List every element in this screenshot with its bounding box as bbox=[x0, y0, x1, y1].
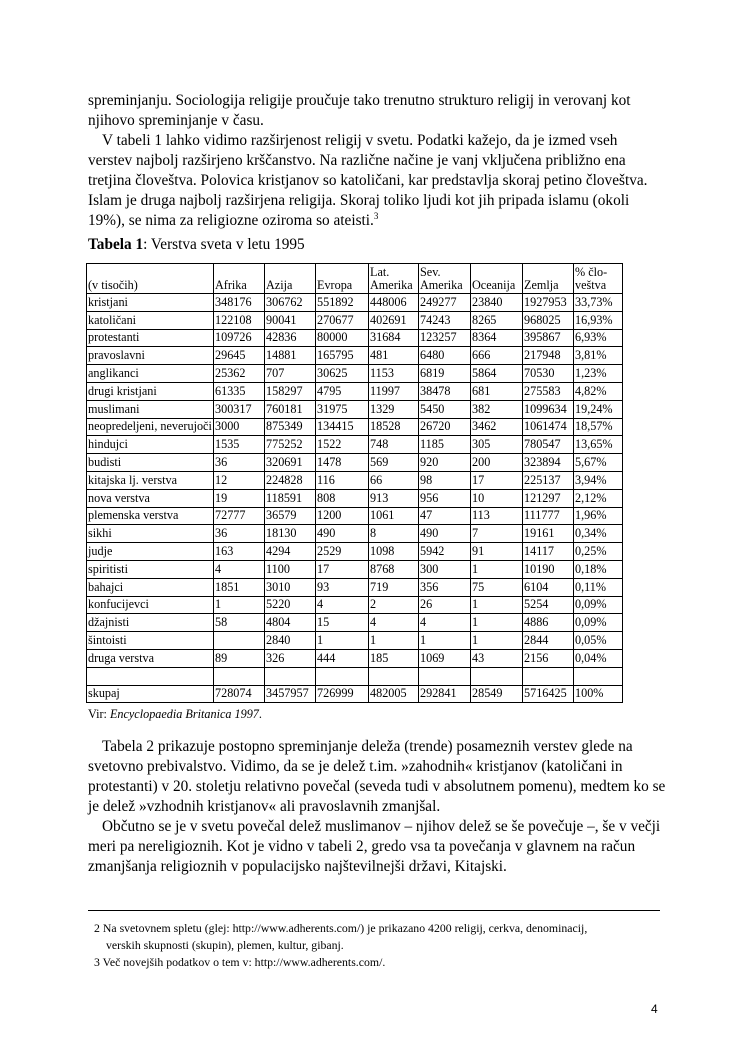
cell-evropa: 2529 bbox=[316, 543, 369, 561]
cell-lat-amerika: 8 bbox=[369, 525, 419, 543]
footnote-number: 2 bbox=[94, 921, 100, 935]
header-unit-label: (v tisočih) bbox=[88, 278, 138, 292]
cell-lat-amerika: 31684 bbox=[369, 329, 419, 347]
cell-afrika: 72777 bbox=[214, 507, 265, 525]
cell-afrika: 1851 bbox=[214, 578, 265, 596]
cell-evropa: 270677 bbox=[316, 311, 369, 329]
cell-azija: 306762 bbox=[265, 294, 316, 312]
cell-azija: 1100 bbox=[265, 560, 316, 578]
text-line-with-footnote bbox=[88, 211, 647, 231]
table-caption bbox=[88, 235, 305, 255]
cell-lat-amerika: 719 bbox=[369, 578, 419, 596]
cell-oceanija: 681 bbox=[471, 382, 523, 400]
cell-sev-amerika: 5942 bbox=[419, 543, 471, 561]
cell-azija: 18130 bbox=[265, 525, 316, 543]
header-line: Oceanija bbox=[472, 278, 516, 292]
cell-zemlja: 121297 bbox=[523, 489, 574, 507]
cell-sev-amerika: 1069 bbox=[419, 649, 471, 667]
text-line: zmanjšanja religioznih v populacijsko najštevilnejši državi, Kitajski. bbox=[88, 858, 507, 875]
header-line: Amerika bbox=[420, 278, 463, 292]
cell-sev-amerika: 292841 bbox=[419, 685, 471, 703]
source-title: Encyclopaedia Britanica 1997 bbox=[109, 707, 259, 721]
header-percent bbox=[574, 264, 623, 294]
table-source bbox=[88, 706, 262, 722]
table-caption-text: : Verstva sveta v letu 1995 bbox=[143, 236, 305, 253]
table-header-row bbox=[87, 264, 623, 294]
page-number: 4 bbox=[651, 1002, 658, 1016]
cell-lat-amerika: 8768 bbox=[369, 560, 419, 578]
table-row bbox=[87, 543, 623, 561]
cell-sev-amerika: 47 bbox=[419, 507, 471, 525]
cell-percent: 16,93% bbox=[574, 311, 623, 329]
cell-lat-amerika: 402691 bbox=[369, 311, 419, 329]
cell-sev-amerika: 6480 bbox=[419, 347, 471, 365]
cell-evropa: 134415 bbox=[316, 418, 369, 436]
cell-zemlja: 19161 bbox=[523, 525, 574, 543]
religion-label: konfucijevci bbox=[87, 596, 214, 614]
header-zemlja bbox=[523, 264, 574, 294]
text-line: verstev najbolj razširjeno krščanstvo. Na različne načine je vanj vključena približno ena bbox=[88, 152, 626, 169]
cell-evropa: 726999 bbox=[316, 685, 369, 703]
source-prefix: Vir: bbox=[88, 707, 110, 721]
cell-evropa: 4 bbox=[316, 596, 369, 614]
cell-sev-amerika: 123257 bbox=[419, 329, 471, 347]
footnotes bbox=[94, 920, 587, 971]
header-line: veštva bbox=[575, 278, 607, 292]
footnote-3 bbox=[94, 954, 587, 971]
table-row bbox=[87, 632, 623, 650]
religion-label: džajnisti bbox=[87, 614, 214, 632]
cell-lat-amerika: 569 bbox=[369, 454, 419, 472]
cell-afrika: 163 bbox=[214, 543, 265, 561]
cell-sev-amerika: 1185 bbox=[419, 436, 471, 454]
cell-azija: 90041 bbox=[265, 311, 316, 329]
footnote-separator bbox=[88, 910, 660, 911]
cell-afrika: 728074 bbox=[214, 685, 265, 703]
cell-afrika: 25362 bbox=[214, 365, 265, 383]
cell-percent: 6,93% bbox=[574, 329, 623, 347]
cell-lat-amerika: 1061 bbox=[369, 507, 419, 525]
cell-evropa: 116 bbox=[316, 471, 369, 489]
cell-lat-amerika: 1153 bbox=[369, 365, 419, 383]
footnote-text: verskih skupnosti (skupin), plemen, kultur, gibanj. bbox=[106, 938, 344, 952]
religion-label: kitajska lj. verstva bbox=[87, 471, 214, 489]
header-line: Evropa bbox=[317, 278, 353, 292]
table-row bbox=[87, 382, 623, 400]
table-row bbox=[87, 329, 623, 347]
header-line: Zemlja bbox=[524, 278, 559, 292]
cell-azija: 14881 bbox=[265, 347, 316, 365]
cell-zemlja: 111777 bbox=[523, 507, 574, 525]
cell-percent bbox=[574, 667, 623, 685]
cell-afrika: 29645 bbox=[214, 347, 265, 365]
header-sev-amerika bbox=[419, 264, 471, 294]
table-row bbox=[87, 489, 623, 507]
cell-percent: 5,67% bbox=[574, 454, 623, 472]
cell-oceanija: 28549 bbox=[471, 685, 523, 703]
cell-oceanija: 5864 bbox=[471, 365, 523, 383]
cell-afrika: 19 bbox=[214, 489, 265, 507]
cell-afrika: 12 bbox=[214, 471, 265, 489]
cell-azija: 320691 bbox=[265, 454, 316, 472]
religion-label: muslimani bbox=[87, 400, 214, 418]
header-oceanija bbox=[471, 264, 523, 294]
religion-label: plemenska verstva bbox=[87, 507, 214, 525]
religion-label: protestanti bbox=[87, 329, 214, 347]
cell-lat-amerika: 4 bbox=[369, 614, 419, 632]
cell-sev-amerika: 490 bbox=[419, 525, 471, 543]
cell-percent: 0,05% bbox=[574, 632, 623, 650]
table-row bbox=[87, 400, 623, 418]
cell-zemlja: 780547 bbox=[523, 436, 574, 454]
cell-lat-amerika bbox=[369, 667, 419, 685]
cell-sev-amerika: 356 bbox=[419, 578, 471, 596]
cell-sev-amerika: 5450 bbox=[419, 400, 471, 418]
cell-evropa: 1 bbox=[316, 632, 369, 650]
cell-lat-amerika: 66 bbox=[369, 471, 419, 489]
cell-azija: 118591 bbox=[265, 489, 316, 507]
table-row bbox=[87, 525, 623, 543]
religion-label: skupaj bbox=[87, 685, 214, 703]
header-line: Sev. bbox=[420, 265, 441, 279]
cell-lat-amerika: 1098 bbox=[369, 543, 419, 561]
cell-oceanija: 7 bbox=[471, 525, 523, 543]
cell-sev-amerika: 6819 bbox=[419, 365, 471, 383]
table-row bbox=[87, 685, 623, 703]
cell-evropa: 551892 bbox=[316, 294, 369, 312]
cell-percent: 0,11% bbox=[574, 578, 623, 596]
cell-percent: 0,09% bbox=[574, 614, 623, 632]
cell-azija: 2840 bbox=[265, 632, 316, 650]
table-row bbox=[87, 311, 623, 329]
cell-azija: 3010 bbox=[265, 578, 316, 596]
cell-oceanija: 1 bbox=[471, 632, 523, 650]
cell-sev-amerika bbox=[419, 667, 471, 685]
cell-zemlja: 217948 bbox=[523, 347, 574, 365]
cell-sev-amerika: 300 bbox=[419, 560, 471, 578]
cell-zemlja: 968025 bbox=[523, 311, 574, 329]
text-line: je delež »vzhodnih kristjanov« ali pravoslavnih zmanjšal. bbox=[88, 798, 441, 815]
table-row bbox=[87, 294, 623, 312]
cell-zemlja: 323894 bbox=[523, 454, 574, 472]
cell-evropa: 490 bbox=[316, 525, 369, 543]
religions-table bbox=[86, 263, 623, 703]
cell-zemlja: 5254 bbox=[523, 596, 574, 614]
cell-afrika: 4 bbox=[214, 560, 265, 578]
cell-evropa: 30625 bbox=[316, 365, 369, 383]
cell-percent: 100% bbox=[574, 685, 623, 703]
table-row bbox=[87, 365, 623, 383]
cell-zemlja: 14117 bbox=[523, 543, 574, 561]
religion-label: bahajci bbox=[87, 578, 214, 596]
text-line: tretjina človeštva. Polovica kristjanov so katoličani, kar predstavlja skoraj petino človeštva. bbox=[88, 172, 648, 189]
header-unit bbox=[87, 264, 214, 294]
cell-sev-amerika: 956 bbox=[419, 489, 471, 507]
cell-zemlja: 1061474 bbox=[523, 418, 574, 436]
cell-lat-amerika: 2 bbox=[369, 596, 419, 614]
footnote-2 bbox=[94, 920, 587, 937]
cell-evropa: 31975 bbox=[316, 400, 369, 418]
religion-label: neopredeljeni, neverujoči bbox=[87, 418, 214, 436]
footnote-reference: 3 bbox=[373, 211, 379, 221]
header-evropa bbox=[316, 264, 369, 294]
text-line: V tabeli 1 lahko vidimo razširjenost religij v svetu. Podatki kažejo, da je izmed vseh bbox=[102, 132, 618, 149]
cell-percent: 1,23% bbox=[574, 365, 623, 383]
cell-oceanija: 8364 bbox=[471, 329, 523, 347]
religion-label: druga verstva bbox=[87, 649, 214, 667]
cell-percent: 3,94% bbox=[574, 471, 623, 489]
religion-label: kristjani bbox=[87, 294, 214, 312]
table-row bbox=[87, 347, 623, 365]
header-line: % člo- bbox=[575, 265, 608, 279]
cell-oceanija: 43 bbox=[471, 649, 523, 667]
cell-zemlja: 395867 bbox=[523, 329, 574, 347]
cell-zemlja: 1927953 bbox=[523, 294, 574, 312]
cell-afrika: 1535 bbox=[214, 436, 265, 454]
cell-lat-amerika: 185 bbox=[369, 649, 419, 667]
cell-lat-amerika: 913 bbox=[369, 489, 419, 507]
cell-percent: 18,57% bbox=[574, 418, 623, 436]
cell-oceanija: 666 bbox=[471, 347, 523, 365]
cell-evropa: 80000 bbox=[316, 329, 369, 347]
cell-percent: 4,82% bbox=[574, 382, 623, 400]
cell-evropa bbox=[316, 667, 369, 685]
cell-oceanija: 10 bbox=[471, 489, 523, 507]
table-row bbox=[87, 667, 623, 685]
cell-oceanija: 1 bbox=[471, 560, 523, 578]
text-line: Občutno se je v svetu povečal delež muslimanov – njihov delež se še povečuje –, še v večji bbox=[102, 818, 661, 835]
table-row bbox=[87, 436, 623, 454]
cell-afrika: 36 bbox=[214, 525, 265, 543]
body-paragraphs bbox=[88, 737, 665, 877]
cell-lat-amerika: 18528 bbox=[369, 418, 419, 436]
table-row bbox=[87, 560, 623, 578]
text-line: Tabela 2 prikazuje postopno spreminjanje deleža (trende) posameznih verstev glede na bbox=[102, 738, 633, 755]
text-line: 19%), se nima za religiozne oziroma so ateisti. bbox=[88, 212, 374, 229]
religion-label: spiritisti bbox=[87, 560, 214, 578]
cell-lat-amerika: 748 bbox=[369, 436, 419, 454]
cell-lat-amerika: 448006 bbox=[369, 294, 419, 312]
religion-label: pravoslavni bbox=[87, 347, 214, 365]
cell-afrika: 36 bbox=[214, 454, 265, 472]
cell-sev-amerika: 26 bbox=[419, 596, 471, 614]
religion-label: šintoisti bbox=[87, 632, 214, 650]
cell-azija: 36579 bbox=[265, 507, 316, 525]
cell-percent: 0,34% bbox=[574, 525, 623, 543]
text-line: njihovo spreminjanje v času. bbox=[88, 112, 264, 129]
cell-percent: 1,96% bbox=[574, 507, 623, 525]
cell-percent: 33,73% bbox=[574, 294, 623, 312]
cell-afrika: 122108 bbox=[214, 311, 265, 329]
cell-percent: 0,04% bbox=[574, 649, 623, 667]
cell-percent: 19,24% bbox=[574, 400, 623, 418]
cell-zemlja: 275583 bbox=[523, 382, 574, 400]
cell-sev-amerika: 38478 bbox=[419, 382, 471, 400]
cell-evropa: 1478 bbox=[316, 454, 369, 472]
intro-paragraphs bbox=[88, 91, 647, 231]
table-row bbox=[87, 454, 623, 472]
cell-oceanija: 3462 bbox=[471, 418, 523, 436]
cell-percent: 0,25% bbox=[574, 543, 623, 561]
cell-zemlja: 1099634 bbox=[523, 400, 574, 418]
table-row bbox=[87, 507, 623, 525]
cell-oceanija: 305 bbox=[471, 436, 523, 454]
text-line: protestanti) v 20. stoletju relativno povečal (seveda tudi v absolutnem pomenu), medtem ko se bbox=[88, 778, 666, 795]
cell-afrika: 300317 bbox=[214, 400, 265, 418]
table-row bbox=[87, 614, 623, 632]
cell-zemlja bbox=[523, 667, 574, 685]
text-line: Islam je druga najbolj razširjena religija. Skoraj toliko ljudi kot jih pripada islamu (okoli bbox=[88, 192, 630, 209]
header-afrika bbox=[214, 264, 265, 294]
cell-oceanija: 200 bbox=[471, 454, 523, 472]
cell-oceanija: 382 bbox=[471, 400, 523, 418]
cell-evropa: 17 bbox=[316, 560, 369, 578]
cell-evropa: 1522 bbox=[316, 436, 369, 454]
cell-oceanija bbox=[471, 667, 523, 685]
cell-percent: 13,65% bbox=[574, 436, 623, 454]
religion-label: budisti bbox=[87, 454, 214, 472]
cell-lat-amerika: 1329 bbox=[369, 400, 419, 418]
cell-oceanija: 8265 bbox=[471, 311, 523, 329]
cell-zemlja: 4886 bbox=[523, 614, 574, 632]
cell-zemlja: 2156 bbox=[523, 649, 574, 667]
cell-zemlja: 6104 bbox=[523, 578, 574, 596]
table-row bbox=[87, 471, 623, 489]
cell-evropa: 15 bbox=[316, 614, 369, 632]
religion-label bbox=[87, 667, 214, 685]
cell-afrika: 1 bbox=[214, 596, 265, 614]
footnote-text: Na svetovnem spletu (glej: http://www.adherents.com/) je prikazano 4200 religij, cerkva, denominacij, bbox=[102, 921, 588, 935]
cell-azija: 707 bbox=[265, 365, 316, 383]
religion-label: katoličani bbox=[87, 311, 214, 329]
cell-afrika: 58 bbox=[214, 614, 265, 632]
religion-label: hindujci bbox=[87, 436, 214, 454]
cell-azija: 326 bbox=[265, 649, 316, 667]
cell-sev-amerika: 249277 bbox=[419, 294, 471, 312]
cell-afrika bbox=[214, 667, 265, 685]
header-azija bbox=[265, 264, 316, 294]
header-line: Azija bbox=[266, 278, 293, 292]
religion-label: judje bbox=[87, 543, 214, 561]
cell-zemlja: 225137 bbox=[523, 471, 574, 489]
cell-evropa: 444 bbox=[316, 649, 369, 667]
header-line: Afrika bbox=[215, 278, 247, 292]
cell-afrika: 3000 bbox=[214, 418, 265, 436]
footnote-number: 3 bbox=[94, 955, 100, 969]
cell-zemlja: 70530 bbox=[523, 365, 574, 383]
cell-evropa: 4795 bbox=[316, 382, 369, 400]
cell-evropa: 808 bbox=[316, 489, 369, 507]
cell-evropa: 165795 bbox=[316, 347, 369, 365]
cell-sev-amerika: 74243 bbox=[419, 311, 471, 329]
cell-azija: 3457957 bbox=[265, 685, 316, 703]
cell-zemlja: 10190 bbox=[523, 560, 574, 578]
table-row bbox=[87, 649, 623, 667]
cell-azija: 875349 bbox=[265, 418, 316, 436]
table-caption-label: Tabela 1 bbox=[88, 236, 144, 253]
cell-sev-amerika: 920 bbox=[419, 454, 471, 472]
text-line: meri pa nereligioznih. Kot je vidno v tabeli 2, gredo vsa ta povečanja v glavnem na račun bbox=[88, 838, 636, 855]
footnote-text: Več novejših podatkov o tem v: http://www.adherents.com/. bbox=[102, 955, 386, 969]
cell-azija: 775252 bbox=[265, 436, 316, 454]
cell-sev-amerika: 1 bbox=[419, 632, 471, 650]
text-line: svetovno prebivalstvo. Vidimo, da se je delež t.im. »zahodnih« kristjanov (katoličani in bbox=[88, 758, 623, 775]
cell-oceanija: 91 bbox=[471, 543, 523, 561]
cell-lat-amerika: 11997 bbox=[369, 382, 419, 400]
religion-label: drugi kristjani bbox=[87, 382, 214, 400]
religion-label: anglikanci bbox=[87, 365, 214, 383]
religion-label: nova verstva bbox=[87, 489, 214, 507]
cell-azija: 4804 bbox=[265, 614, 316, 632]
cell-azija bbox=[265, 667, 316, 685]
cell-evropa: 1200 bbox=[316, 507, 369, 525]
cell-afrika: 89 bbox=[214, 649, 265, 667]
header-line: Lat. bbox=[370, 265, 390, 279]
text-line: spreminjanju. Sociologija religije proučuje tako trenutno strukturo religij in verovanj kot bbox=[88, 92, 631, 109]
header-line: Amerika bbox=[370, 278, 413, 292]
cell-sev-amerika: 4 bbox=[419, 614, 471, 632]
cell-zemlja: 2844 bbox=[523, 632, 574, 650]
cell-afrika: 61335 bbox=[214, 382, 265, 400]
cell-lat-amerika: 481 bbox=[369, 347, 419, 365]
cell-oceanija: 113 bbox=[471, 507, 523, 525]
cell-azija: 158297 bbox=[265, 382, 316, 400]
cell-afrika: 109726 bbox=[214, 329, 265, 347]
table-row bbox=[87, 418, 623, 436]
cell-afrika bbox=[214, 632, 265, 650]
religion-label: sikhi bbox=[87, 525, 214, 543]
cell-percent: 2,12% bbox=[574, 489, 623, 507]
cell-lat-amerika: 482005 bbox=[369, 685, 419, 703]
cell-azija: 42836 bbox=[265, 329, 316, 347]
cell-percent: 3,81% bbox=[574, 347, 623, 365]
cell-oceanija: 75 bbox=[471, 578, 523, 596]
cell-lat-amerika: 1 bbox=[369, 632, 419, 650]
cell-azija: 224828 bbox=[265, 471, 316, 489]
header-lat-amerika bbox=[369, 264, 419, 294]
cell-evropa: 93 bbox=[316, 578, 369, 596]
cell-zemlja: 5716425 bbox=[523, 685, 574, 703]
cell-afrika: 348176 bbox=[214, 294, 265, 312]
cell-sev-amerika: 98 bbox=[419, 471, 471, 489]
cell-azija: 4294 bbox=[265, 543, 316, 561]
table-row bbox=[87, 596, 623, 614]
cell-percent: 0,18% bbox=[574, 560, 623, 578]
cell-percent: 0,09% bbox=[574, 596, 623, 614]
cell-oceanija: 1 bbox=[471, 596, 523, 614]
cell-oceanija: 17 bbox=[471, 471, 523, 489]
source-suffix: . bbox=[258, 707, 262, 721]
cell-azija: 760181 bbox=[265, 400, 316, 418]
cell-azija: 5220 bbox=[265, 596, 316, 614]
table-row bbox=[87, 578, 623, 596]
cell-oceanija: 1 bbox=[471, 614, 523, 632]
cell-oceanija: 23840 bbox=[471, 294, 523, 312]
cell-sev-amerika: 26720 bbox=[419, 418, 471, 436]
